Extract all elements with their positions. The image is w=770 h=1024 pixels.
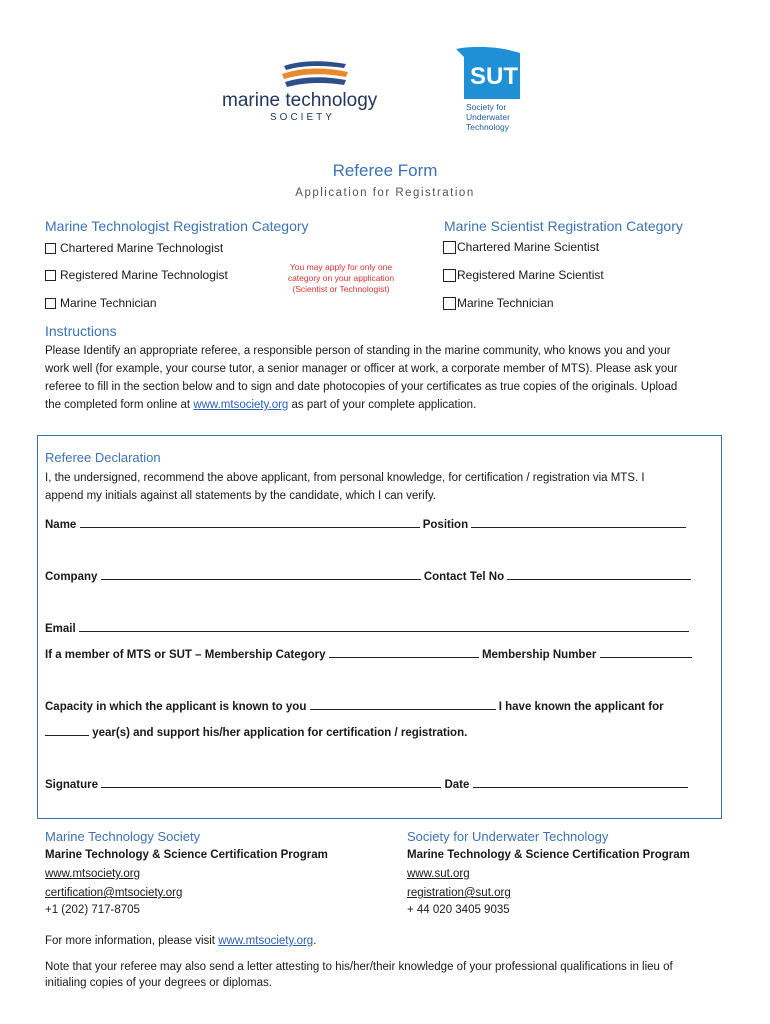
sut-name-line3: Technology [466,122,510,132]
option-label: Marine Technician [457,296,554,310]
mts-contact-heading: Marine Technology Society [45,829,201,844]
option-label: Marine Technician [60,296,157,310]
sut-logo [450,45,530,137]
checkbox[interactable] [45,298,56,309]
category-note [270,262,412,295]
membership-row [45,645,692,661]
mts-logo [222,58,402,126]
footer-note-line-1: Note that your referee may also send a letter attesting to his/her/their knowledge of your professional qualifications in lieu of [45,961,673,973]
mts-program: Marine Technology & Science Certification Program [45,849,328,861]
mts-website-link[interactable]: www.mtsociety.org [45,868,141,880]
technologist-option-chartered[interactable] [45,241,223,255]
declaration-line-2: append my initials against all statements by the candidate, which I can verify. [45,490,436,502]
instructions-line-2: work well (for example, your course tutor, a senior manager or officer at work, a corporate member of MTS). Please ask your [45,363,678,375]
technologist-option-technician[interactable] [45,296,157,310]
checkbox[interactable] [443,241,456,254]
instructions-text [45,342,735,414]
more-info-link[interactable]: www.mtsociety.org [218,935,314,947]
mts-logo-name: marine technology [222,90,378,111]
name-field[interactable] [80,515,420,528]
sut-contact [407,828,747,919]
page-subtitle: Application for Registration [295,187,475,199]
name-label: Name [45,519,77,531]
option-label: Registered Marine Technologist [60,268,228,282]
membership-category-field[interactable] [329,645,479,658]
date-field[interactable] [473,775,688,788]
email-label: Email [45,623,76,635]
email-field[interactable] [79,619,689,632]
declaration-text [45,469,715,505]
instructions-heading: Instructions [45,323,117,339]
mts-phone: +1 (202) 717-8705 [45,904,140,916]
capacity-field[interactable] [310,697,496,710]
membership-number-field[interactable] [600,645,692,658]
note-line-1: You may apply for only one [289,262,393,272]
name-position-row [45,515,686,531]
years-field[interactable] [45,723,89,736]
known-for-label: I have known the applicant for [498,701,664,713]
signature-label: Signature [45,779,99,791]
capacity-label: Capacity in which the applicant is known to you [45,701,307,713]
checkbox[interactable] [443,269,456,282]
contact-label: Contact Tel No [423,571,505,583]
years-row [45,723,467,739]
instructions-line-4: the completed form online at www.mtsociety.org as part of your complete application. [45,399,477,411]
checkbox[interactable] [45,243,56,254]
sut-phone: + 44 020 3405 9035 [407,904,510,916]
option-label: Chartered Marine Scientist [457,240,600,254]
position-label: Position [422,519,469,531]
sut-program: Marine Technology & Science Certification Program [407,849,690,861]
signature-field[interactable] [101,775,441,788]
mts-website-link[interactable]: www.mtsociety.org [193,399,289,411]
sut-name-line1: Society for [466,102,507,112]
company-field[interactable] [101,567,421,580]
years-label: year(s) and support his/her application for certification / registration. [92,727,468,739]
checkbox[interactable] [443,297,456,310]
contact-field[interactable] [507,567,691,580]
more-info: For more information, please visit www.mtsociety.org. [45,935,317,947]
email-row [45,619,689,635]
sut-name-line2: Underwater [466,112,510,122]
mts-logo-society: SOCIETY [270,112,335,123]
instructions-line-1: Please Identify an appropriate referee, a responsible person of standing in the marine community, who knows you and your [45,345,671,357]
position-field[interactable] [471,515,686,528]
technologist-option-registered[interactable] [45,268,228,282]
option-label: Chartered Marine Technologist [60,241,224,255]
mts-wave-icon [280,58,350,90]
page-title: Referee Form [332,161,438,180]
mts-contact [45,828,385,919]
declaration-line-1: I, the undersigned, recommend the above applicant, from personal knowledge, for certification / registration via MTS. I [45,472,645,484]
checkbox[interactable] [45,270,56,281]
sut-website-link[interactable]: www.sut.org [407,868,470,880]
note-line-2: category on your application [287,273,395,283]
capacity-row [45,697,664,713]
sut-contact-heading: Society for Underwater Technology [407,829,609,844]
company-contact-row [45,567,691,583]
signature-row [45,775,688,791]
technologist-heading: Marine Technologist Registration Category [45,218,309,234]
sut-abbrev: SUT [470,63,518,90]
company-label: Company [45,571,98,583]
footer-note [45,959,735,991]
instructions-line-3: referee to fill in the section below and to sign and date photocopies of your certificates as true copies of the originals. Upload [45,381,678,393]
footer-note-line-2: initialing copies of your degrees or diplomas. [45,977,272,989]
mts-email-link[interactable]: certification@mtsociety.org [45,887,183,899]
note-line-3: (Scientist or Technologist) [292,284,390,294]
option-label: Registered Marine Scientist [457,268,604,282]
sut-email-link[interactable]: registration@sut.org [407,887,511,899]
membership-number-label: Membership Number [481,649,597,661]
declaration-heading: Referee Declaration [45,450,161,465]
scientist-heading: Marine Scientist Registration Category [444,218,683,234]
scientist-option-technician[interactable] [443,296,554,310]
scientist-option-chartered[interactable] [443,240,599,254]
scientist-option-registered[interactable] [443,268,604,282]
membership-category-label: If a member of MTS or SUT – Membership Category [45,649,326,661]
date-label: Date [444,779,470,791]
